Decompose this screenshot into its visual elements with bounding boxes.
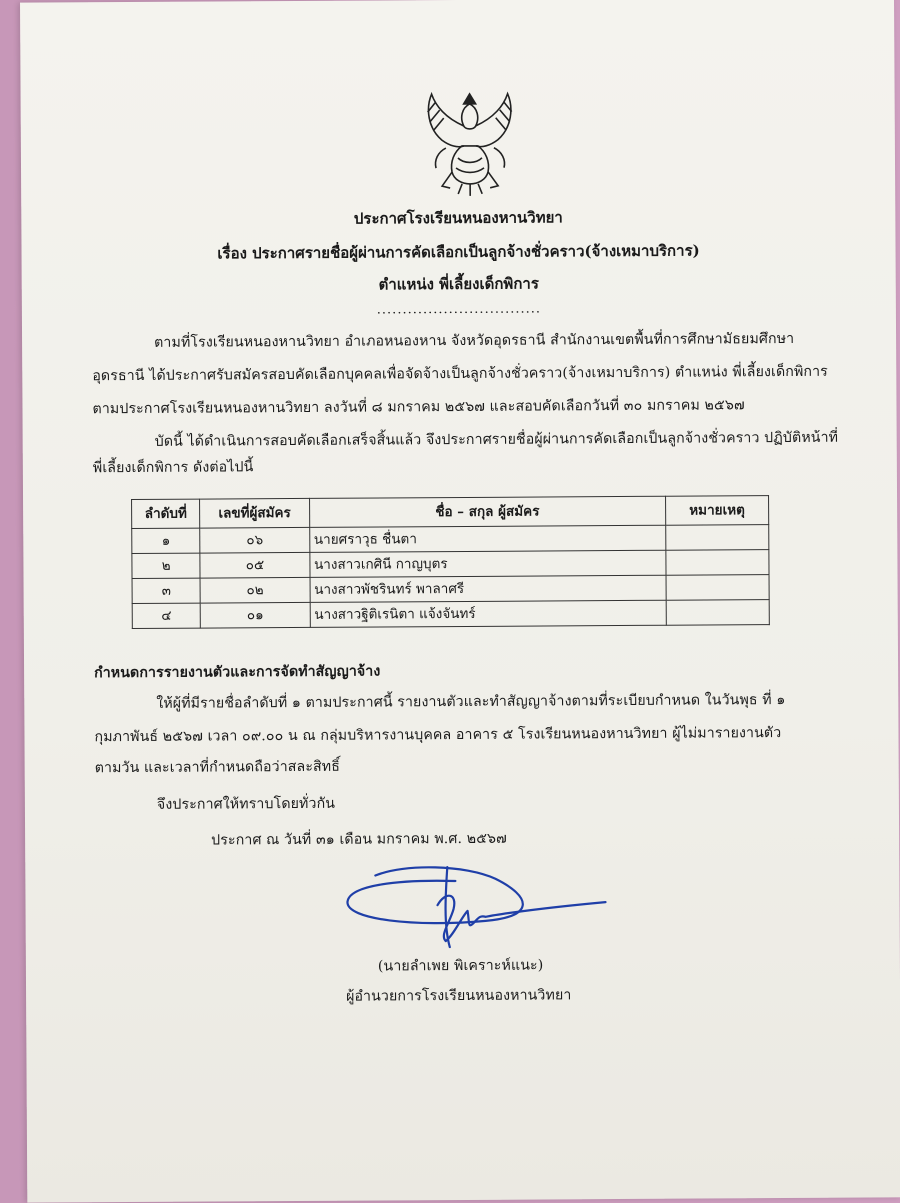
table-header-row [132, 496, 769, 529]
cell-order: ๒ [132, 553, 201, 578]
report-line-2: กุมภาพันธ์ ๒๕๖๗ เวลา ๐๙.๐๐ น ณ กลุ่มบริหารงานบุคคล อาคาร ๕ โรงเรียนหนองหานวิทยา ผู้ไม่มารายงานตัว [94, 725, 782, 746]
garuda-emblem-icon [406, 88, 535, 201]
cell-remarks [666, 550, 769, 576]
document-page [20, 0, 900, 1203]
separator-dots: ................................ [376, 301, 542, 318]
column-header-remarks: หมายเหตุ [665, 496, 768, 526]
paragraph-1-line-3: ตามประกาศโรงเรียนหนองหานวิทยา ลงวันที่ ๘ มกราคม ๒๕๖๗ และสอบคัดเลือกวันที่ ๓๐ มกราคม ๒๕๖๗ [92, 397, 745, 418]
cell-applicant-number: ๐๖ [200, 527, 309, 553]
subject-line: เรื่อง ประกาศรายชื่อผู้ผ่านการคัดเลือกเป็นลูกจ้างชั่วคราว(จ้างเหมาบริการ) [217, 241, 700, 263]
cell-applicant-number: ๐๑ [201, 602, 310, 628]
cell-applicant-number: ๐๕ [200, 552, 309, 578]
report-heading: กำหนดการรายงานตัวและการจัดทำสัญญาจ้าง [94, 663, 381, 682]
column-header-order: ลำดับที่ [132, 499, 201, 528]
cell-applicant-number: ๐๒ [200, 577, 309, 603]
report-line-1: ให้ผู้ที่มีรายชื่อลำดับที่ ๑ ตามประกาศนี้ รายงานตัวและทำสัญญาจ้างตามที่ระเบียบกำหนด ในวันพุธ ที่ ๑ [156, 692, 786, 712]
cell-remarks [666, 575, 769, 601]
candidates-table [131, 495, 770, 629]
cell-name: นางสาวพัชรินทร์ พาลาศรี [310, 575, 666, 602]
table-row [132, 600, 769, 629]
table-row [132, 550, 769, 579]
announce-line: จึงประกาศให้ทราบโดยทั่วกัน [156, 795, 336, 813]
cell-name: นางสาวฐิติเรนิตา แจ้งจันทร์ [310, 600, 666, 627]
position-line: ตำแหน่ง พี่เลี้ยงเด็กพิการ [378, 274, 539, 294]
cell-remarks [666, 600, 769, 626]
column-header-name: ชื่อ – สกุล ผู้สมัคร [309, 496, 665, 527]
cell-remarks [666, 525, 769, 551]
table-row [132, 575, 769, 604]
announcement-heading: ประกาศโรงเรียนหนองหานวิทยา [353, 208, 563, 228]
signer-title: ผู้อำนวยการโรงเรียนหนองหานวิทยา [346, 987, 572, 1005]
table-row [132, 525, 769, 554]
signature-icon [335, 844, 616, 956]
announcement-date: ประกาศ ณ วันที่ ๓๑ เดือน มกราคม พ.ศ. ๒๕๖๗ [211, 830, 507, 849]
cell-name: นายศราวุธ ชื่นตา [309, 525, 665, 552]
cell-name: นางสาวเกศินี กาญบุตร [309, 550, 665, 577]
cell-order: ๑ [132, 528, 201, 553]
paragraph-1-line-1: ตามที่โรงเรียนหนองหานวิทยา อำเภอหนองหาน จังหวัดอุดรธานี สำนักงานเขตพื้นที่การศึกษามัธยมศึกษา [154, 330, 795, 351]
paragraph-1-line-2: อุดรธานี ได้ประกาศรับสมัครสอบคัดเลือกบุคคลเพื่อจัดจ้างเป็นลูกจ้างชั่วคราว(จ้างเหมาบริการ) ตำแหน่ง พี่เลี้ยงเด็กพิการ [92, 363, 828, 385]
paragraph-2-line-2: พี่เลี้ยงเด็กพิการ ดังต่อไปนี้ [92, 459, 254, 477]
column-header-applicant-number: เลขที่ผู้สมัคร [200, 498, 309, 528]
paragraph-2-line-1: บัดนี้ ได้ดำเนินการสอบคัดเลือกเสร็จสิ้นแล้ว จึงประกาศรายชื่อผู้ผ่านการคัดเลือกเป็นลูกจ้างชั่วคราว ปฏิบัติหน้าที่ [154, 429, 839, 450]
signer-name: (นายลำเพย พิเคราะห์แนะ) [377, 957, 544, 975]
cell-order: ๓ [132, 578, 201, 603]
report-line-3: ตามวัน และเวลาที่กำหนดถือว่าสละสิทธิ์ [94, 758, 341, 777]
cell-order: ๔ [132, 603, 201, 628]
